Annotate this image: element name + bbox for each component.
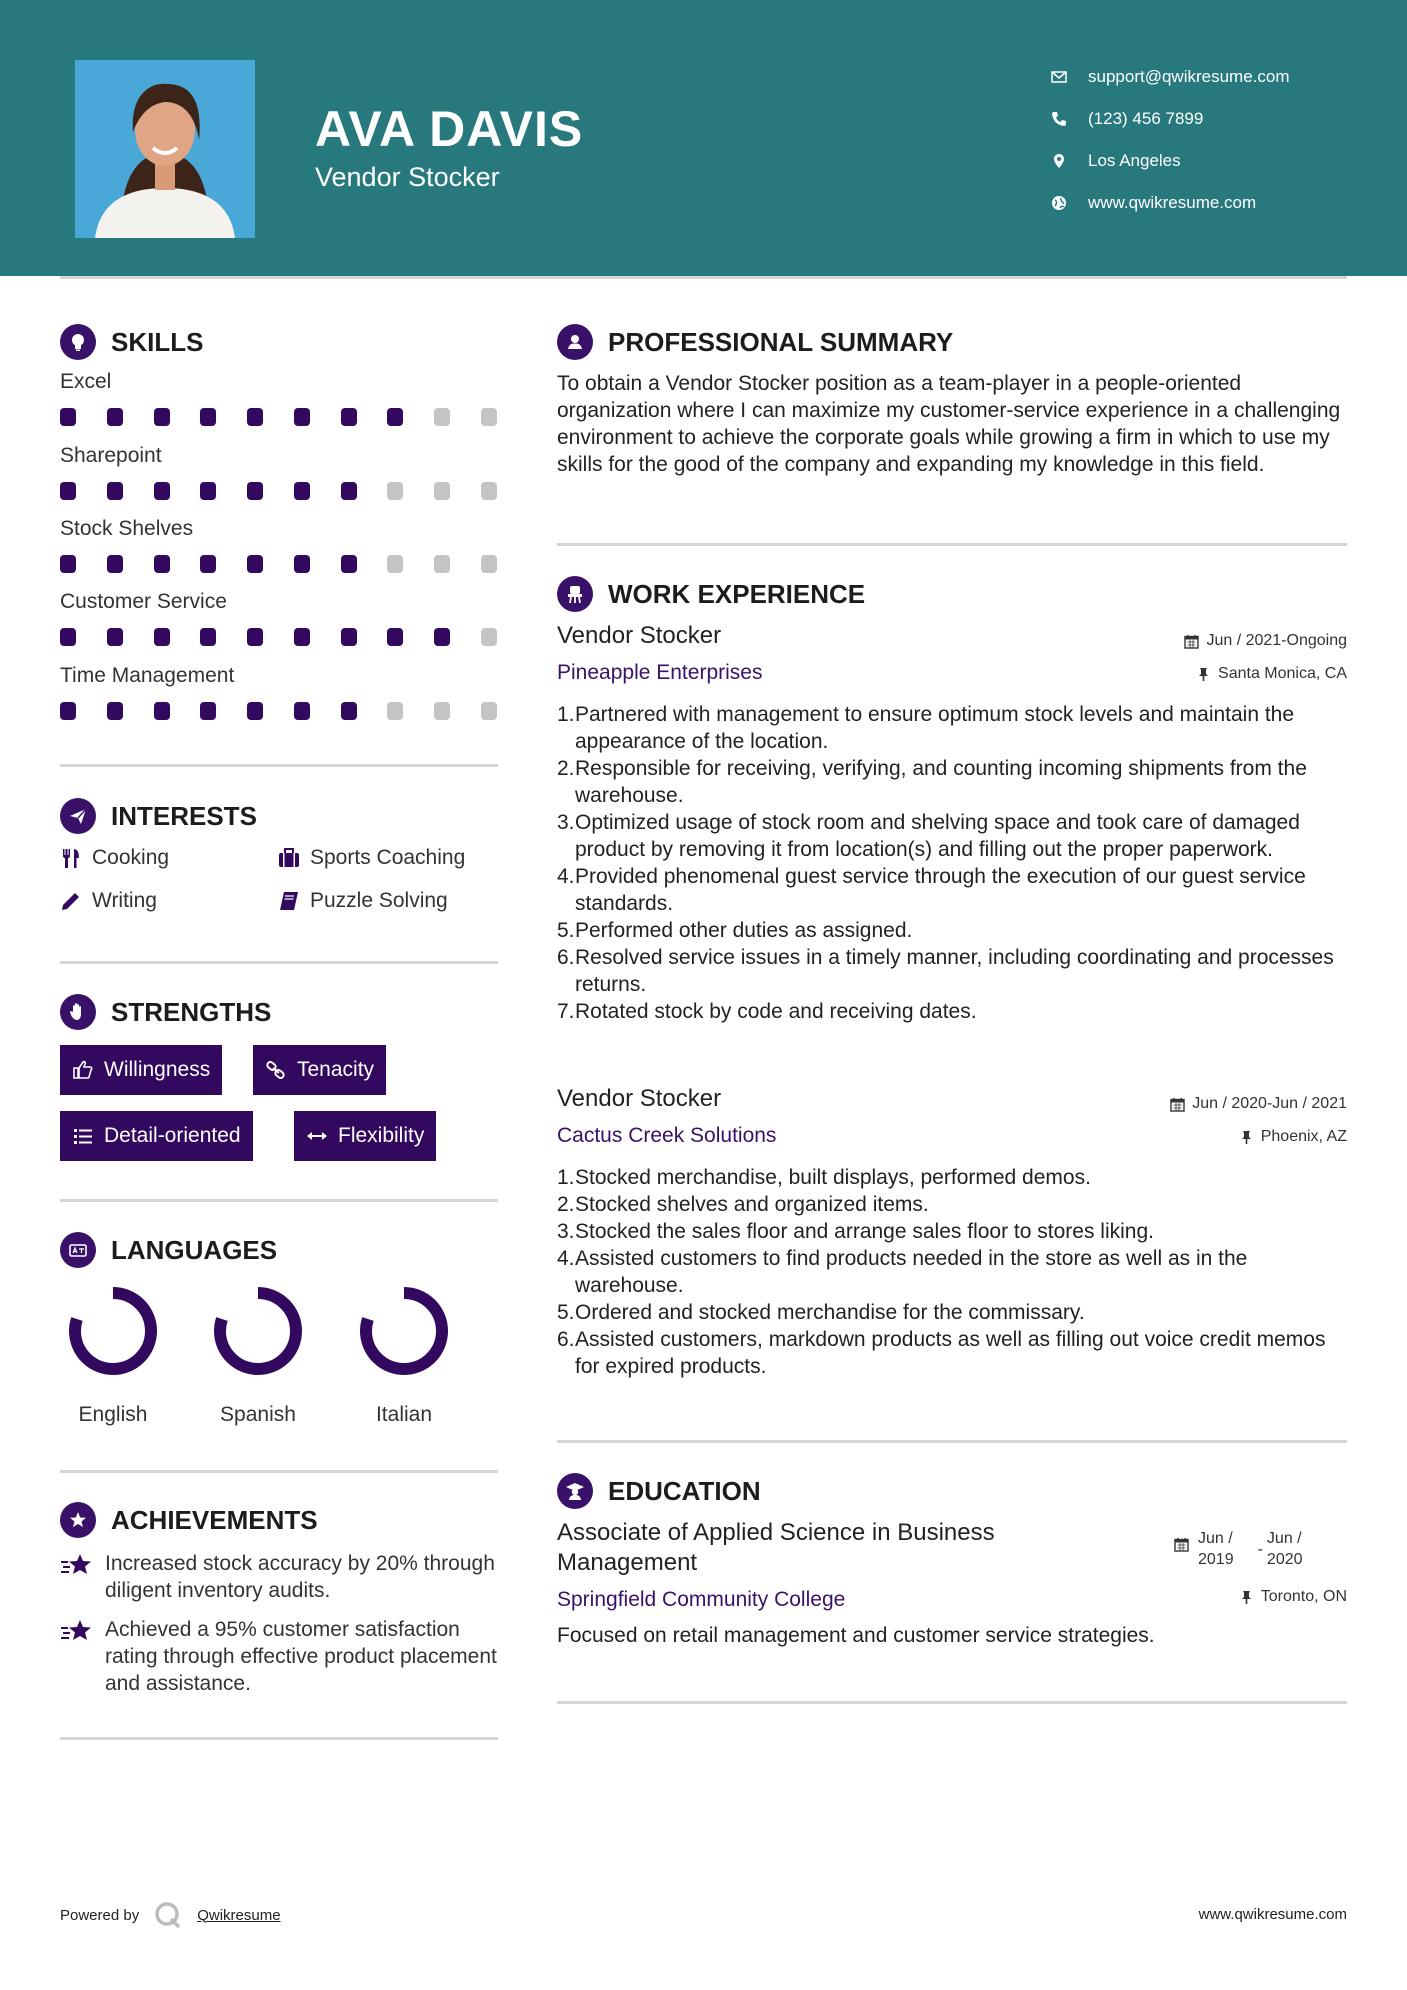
experience-heading: WORK EXPERIENCE	[557, 576, 865, 612]
achievement-text: Achieved a 95% customer satisfaction rating through effective product placement and assistance.	[105, 1618, 497, 1695]
star-badge-icon	[60, 1502, 96, 1538]
responsibility-item	[557, 944, 1347, 998]
rating-dot-filled	[154, 482, 170, 500]
skill-rating	[60, 408, 497, 426]
language-label: Spanish	[220, 1403, 296, 1426]
calendar-icon	[1170, 1097, 1185, 1112]
responsibility-item	[557, 1191, 1347, 1218]
thumbtack-icon	[1239, 1130, 1254, 1145]
responsibility-item	[557, 863, 1347, 917]
resume-header	[0, 0, 1407, 276]
item-number: 1.	[557, 703, 575, 726]
responsibility-item	[557, 809, 1347, 863]
skill-name: Sharepoint	[60, 444, 162, 467]
education-dates	[1174, 1528, 1303, 1570]
skills-heading: SKILLS	[60, 324, 203, 360]
section-divider	[557, 1440, 1347, 1443]
rating-dot-filled	[60, 628, 76, 646]
job-title: Vendor Stocker	[557, 622, 722, 649]
rating-dot-filled	[107, 555, 123, 573]
responsibility-item	[557, 701, 1347, 755]
contact-website-text: www.qwikresume.com	[1088, 193, 1257, 212]
job-dates: Jun / 2020-Jun / 2021	[1170, 1095, 1347, 1113]
rating-dot-empty	[387, 555, 403, 573]
candidate-name: AVA DAVIS	[315, 101, 584, 157]
rating-dot-filled	[341, 628, 357, 646]
thumbtack-icon	[1239, 1590, 1254, 1605]
item-text: Ordered and stocked merchandise for the commissary.	[575, 1301, 1085, 1324]
responsibility-item	[557, 1218, 1347, 1245]
responsibility-item	[557, 1164, 1347, 1191]
contact-list	[1050, 56, 1290, 224]
interests-heading: INTERESTS	[60, 798, 257, 834]
degree-title-line2: Management	[557, 1549, 698, 1576]
section-divider	[60, 961, 498, 964]
envelope-icon	[1050, 68, 1068, 86]
item-text: Rotated stock by code and receiving dates.	[575, 1000, 977, 1023]
lightbulb-icon	[60, 324, 96, 360]
school-location: Toronto, ON	[1239, 1588, 1347, 1606]
rating-dot-filled	[247, 628, 263, 646]
star-icon	[60, 1618, 94, 1646]
skill-rating	[60, 555, 497, 573]
achievement-item	[60, 1550, 500, 1604]
user-icon	[557, 324, 593, 360]
school-name: Springfield Community College	[557, 1588, 846, 1611]
company-name: Cactus Creek Solutions	[557, 1124, 777, 1147]
contact-location-text: Los Angeles	[1088, 151, 1181, 170]
summary-text: To obtain a Vendor Stocker position as a team-player in a people-oriented organization where I can maximize my customer-service experience in a challenging environment to achieve the corporate goals while growing a firm in which to use my skills for the good of the company and expanding my knowledge in this field.	[557, 372, 1341, 476]
section-divider	[60, 1470, 498, 1473]
star-icon	[60, 1552, 94, 1580]
strength-flexibility: Flexibility	[294, 1111, 436, 1161]
rating-dot-empty	[481, 702, 497, 720]
globe-icon	[1050, 194, 1068, 212]
rating-dot-filled	[294, 482, 310, 500]
qwikresume-logo-icon	[153, 1900, 183, 1930]
rating-dot-filled	[294, 628, 310, 646]
rating-dot-filled	[154, 408, 170, 426]
degree-title-line1: Associate of Applied Science in Business	[557, 1519, 995, 1546]
skill-customer-service	[60, 590, 500, 646]
arrows-horizontal-icon	[306, 1125, 328, 1147]
rating-dot-empty	[481, 628, 497, 646]
pencil-icon	[60, 890, 82, 912]
language-italian-gauge	[356, 1283, 452, 1379]
language-icon	[60, 1232, 96, 1268]
degree-title	[557, 1518, 995, 1578]
item-number: 1.	[557, 1166, 575, 1189]
strengths-heading: STRENGTHS	[60, 994, 271, 1030]
interest-puzzle-solving: Puzzle Solving	[278, 889, 448, 913]
skill-rating	[60, 482, 497, 500]
rating-dot-filled	[294, 555, 310, 573]
skill-name: Time Management	[60, 664, 235, 687]
skill-sharepoint	[60, 444, 500, 500]
rating-dot-filled	[60, 555, 76, 573]
contact-phone[interactable]	[1050, 98, 1290, 140]
interest-cooking: Cooking	[60, 846, 169, 870]
languages-heading: LANGUAGES	[60, 1232, 277, 1268]
rating-dot-empty	[481, 482, 497, 500]
item-text: Assisted customers, markdown products as well as filling out voice credit memos for expired products.	[575, 1328, 1326, 1378]
rating-dot-filled	[434, 628, 450, 646]
rating-dot-filled	[200, 482, 216, 500]
section-divider	[60, 1737, 498, 1740]
rating-dot-filled	[154, 628, 170, 646]
item-number: 5.	[557, 919, 575, 942]
rating-dot-filled	[200, 408, 216, 426]
hand-icon	[60, 994, 96, 1030]
job-title: Vendor Stocker	[557, 1085, 722, 1112]
item-number: 6.	[557, 946, 575, 969]
contact-email-text: support@qwikresume.com	[1088, 67, 1290, 86]
item-text: Performed other duties as assigned.	[575, 919, 913, 942]
interest-sports-coaching: Sports Coaching	[278, 846, 465, 870]
job-location: Santa Monica, CA	[1196, 665, 1347, 683]
responsibility-item	[557, 1245, 1347, 1299]
language-italian	[344, 1283, 464, 1427]
job-dates: Jun / 2021-Ongoing	[1184, 632, 1347, 650]
calendar-icon	[1174, 1537, 1189, 1552]
rating-dot-filled	[387, 628, 403, 646]
rating-dot-filled	[247, 555, 263, 573]
date-separator: -	[1257, 1541, 1263, 1558]
rating-dot-filled	[60, 702, 76, 720]
responsibility-item	[557, 1299, 1347, 1326]
item-text: Assisted customers to find products needed in the store as well as in the warehouse.	[575, 1247, 1248, 1297]
skill-rating	[60, 702, 497, 720]
language-spanish	[198, 1283, 318, 1427]
job-responsibilities	[557, 1164, 1347, 1380]
item-text: Stocked shelves and organized items.	[575, 1193, 929, 1216]
item-number: 3.	[557, 811, 575, 834]
strength-detail-oriented: Detail-oriented	[60, 1111, 253, 1161]
rating-dot-filled	[247, 702, 263, 720]
job-responsibilities	[557, 701, 1347, 1025]
job-location: Phoenix, AZ	[1239, 1128, 1347, 1146]
responsibility-item	[557, 1326, 1347, 1380]
rating-dot-filled	[247, 408, 263, 426]
rating-dot-filled	[60, 482, 76, 500]
footer-powered-by: Powered by Qwikresume	[60, 1900, 281, 1930]
rating-dot-filled	[107, 482, 123, 500]
candidate-role: Vendor Stocker	[315, 162, 500, 192]
item-text: Partnered with management to ensure optimum stock levels and maintain the appearance of the location.	[575, 703, 1295, 753]
rating-dot-filled	[294, 408, 310, 426]
rating-dot-empty	[434, 408, 450, 426]
rating-dot-filled	[200, 702, 216, 720]
map-marker-icon	[1050, 152, 1068, 170]
skill-name: Stock Shelves	[60, 517, 194, 540]
language-label: Italian	[375, 1403, 433, 1426]
rating-dot-filled	[60, 408, 76, 426]
item-text: Responsible for receiving, verifying, and counting incoming shipments from the warehouse.	[575, 757, 1307, 807]
rating-dot-empty	[434, 702, 450, 720]
calendar-icon	[1184, 634, 1199, 649]
rating-dot-filled	[387, 408, 403, 426]
achievement-item	[60, 1616, 500, 1697]
profile-photo	[75, 60, 255, 238]
item-number: 5.	[557, 1301, 575, 1324]
summary-heading: PROFESSIONAL SUMMARY	[557, 324, 953, 360]
contact-location	[1050, 140, 1290, 182]
language-english-gauge	[65, 1283, 161, 1379]
link-icon	[265, 1059, 287, 1081]
item-text: Stocked the sales floor and arrange sales floor to stores liking.	[575, 1220, 1154, 1243]
rating-dot-empty	[434, 482, 450, 500]
rating-dot-filled	[154, 555, 170, 573]
contact-phone-text: (123) 456 7899	[1088, 109, 1204, 128]
achievement-text: Increased stock accuracy by 20% through diligent inventory audits.	[105, 1552, 495, 1602]
rating-dot-filled	[107, 628, 123, 646]
header-divider	[60, 276, 1347, 279]
skill-time-management	[60, 664, 500, 720]
briefcase-icon	[278, 847, 300, 869]
date-start: Jun / 2019	[1198, 1530, 1234, 1568]
rating-dot-filled	[200, 628, 216, 646]
date-end: Jun / 2020	[1266, 1530, 1303, 1568]
responsibility-item	[557, 998, 1347, 1025]
education-heading: EDUCATION	[557, 1473, 761, 1509]
item-text: Optimized usage of stock room and shelving space and took care of damaged product by removing it from location(s) and filling out the proper paperwork.	[575, 811, 1300, 861]
footer-website[interactable]: www.qwikresume.com	[1198, 1906, 1347, 1923]
item-text: Provided phenomenal guest service through the execution of our guest service standards.	[575, 865, 1306, 915]
rating-dot-filled	[154, 702, 170, 720]
skill-excel	[60, 370, 500, 426]
list-icon	[72, 1125, 94, 1147]
rating-dot-filled	[341, 702, 357, 720]
item-text: Resolved service issues in a timely manner, including coordinating and processes returns.	[575, 946, 1334, 996]
item-number: 4.	[557, 865, 575, 888]
rating-dot-filled	[200, 555, 216, 573]
book-icon	[278, 890, 300, 912]
skill-name: Customer Service	[60, 590, 227, 613]
rating-dot-filled	[247, 482, 263, 500]
section-divider	[60, 764, 498, 767]
rating-dot-empty	[481, 555, 497, 573]
rating-dot-empty	[434, 555, 450, 573]
graduate-icon	[557, 1473, 593, 1509]
responsibility-item	[557, 917, 1347, 944]
item-number: 4.	[557, 1247, 575, 1270]
rating-dot-empty	[481, 408, 497, 426]
rating-dot-empty	[387, 482, 403, 500]
section-divider	[557, 543, 1347, 546]
contact-email[interactable]	[1050, 56, 1290, 98]
item-number: 6.	[557, 1328, 575, 1351]
thumbtack-icon	[1196, 667, 1211, 682]
contact-website[interactable]	[1050, 182, 1290, 224]
strength-tenacity: Tenacity	[253, 1045, 386, 1095]
section-divider	[557, 1701, 1347, 1704]
item-number: 2.	[557, 757, 575, 780]
rating-dot-filled	[107, 702, 123, 720]
skill-stock-shelves	[60, 517, 500, 573]
responsibility-item	[557, 755, 1347, 809]
rating-dot-empty	[387, 702, 403, 720]
paper-plane-icon	[60, 798, 96, 834]
language-english	[53, 1283, 173, 1427]
section-divider	[60, 1199, 498, 1202]
rating-dot-filled	[341, 555, 357, 573]
rating-dot-filled	[107, 408, 123, 426]
language-label: English	[78, 1403, 148, 1426]
item-number: 3.	[557, 1220, 575, 1243]
rating-dot-filled	[294, 702, 310, 720]
qwikresume-link[interactable]: Qwikresume	[197, 1906, 281, 1924]
strength-willingness: Willingness	[60, 1045, 222, 1095]
achievements-heading: ACHIEVEMENTS	[60, 1502, 318, 1538]
item-number: 7.	[557, 1000, 575, 1023]
education-description: Focused on retail management and customer service strategies.	[557, 1624, 1155, 1647]
phone-icon	[1050, 110, 1068, 128]
language-spanish-gauge	[210, 1283, 306, 1379]
item-number: 2.	[557, 1193, 575, 1216]
thumbs-up-icon	[72, 1059, 94, 1081]
skill-name: Excel	[60, 370, 112, 393]
rating-dot-filled	[341, 408, 357, 426]
interest-writing: Writing	[60, 889, 157, 913]
item-text: Stocked merchandise, built displays, performed demos.	[575, 1166, 1091, 1189]
company-name: Pineapple Enterprises	[557, 661, 763, 684]
rating-dot-filled	[341, 482, 357, 500]
skill-rating	[60, 628, 497, 646]
chair-icon	[557, 576, 593, 612]
cutlery-icon	[60, 847, 82, 869]
